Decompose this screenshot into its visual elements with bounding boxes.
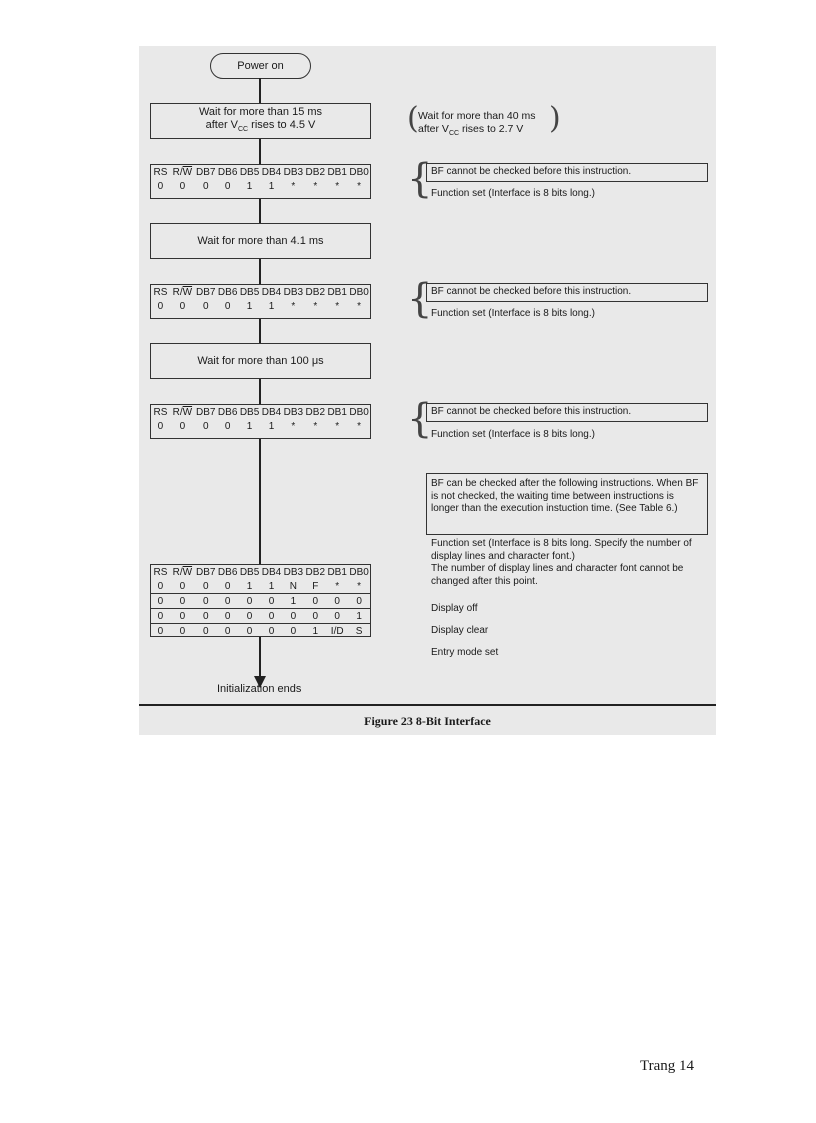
table-cell: 0 — [224, 420, 231, 432]
table-cell: 0 — [224, 580, 231, 592]
table-cell: 1 — [312, 625, 319, 637]
table-cell: * — [335, 300, 340, 312]
function-set-note-3: Function set (Interface is 8 bits long.) — [431, 429, 595, 440]
table-header-row — [151, 565, 370, 579]
table-cell: 0 — [179, 300, 186, 312]
table-cell: * — [357, 420, 362, 432]
table-cell: 0 — [179, 625, 186, 637]
table-cell: 0 — [179, 595, 186, 607]
bf-can-note: BF can be checked after the following instructions. When BF is not checked, the waiting time between instructions is longer than the execution instuction time. (See Table 6.) — [426, 473, 708, 535]
table-cell: S — [355, 625, 363, 637]
table-header-cell: RS — [153, 566, 168, 578]
table-header-cell: $R/\overline{W}$ — [172, 406, 193, 418]
table-cell: 0 — [202, 595, 209, 607]
table-header-cell: RS — [153, 166, 168, 178]
function-set-table-1 — [150, 164, 371, 199]
table-header-cell: DB7 — [196, 166, 216, 178]
power-on-label: Power on — [237, 60, 284, 72]
table-cell: 1 — [268, 180, 275, 192]
table-header-cell: DB5 — [239, 286, 260, 298]
table-cell: 0 — [246, 595, 253, 607]
flowchart-figure — [139, 46, 716, 735]
table-header-cell: DB1 — [327, 166, 347, 178]
table-cell: 0 — [179, 180, 186, 192]
table-cell: 1 — [246, 420, 253, 432]
table-header-cell: DB1 — [327, 566, 347, 578]
table-cell: 0 — [157, 625, 164, 637]
caption-rule — [139, 704, 716, 706]
table-cell: * — [313, 420, 318, 432]
table-header-cell: DB7 — [196, 566, 216, 578]
right-paren: ) — [549, 101, 561, 136]
display-clear-note: Display clear — [431, 625, 489, 636]
table-cell: 0 — [202, 420, 209, 432]
table-cell: 0 — [179, 580, 186, 592]
table-header-cell: $R/\overline{W}$ — [172, 566, 193, 578]
figure-caption: Figure 23 8-Bit Interface — [364, 714, 491, 728]
table-cell: 0 — [224, 610, 231, 622]
table-cell: 0 — [246, 610, 253, 622]
connector-line — [259, 139, 261, 164]
table-cell: 0 — [246, 625, 253, 637]
table-cell: 1 — [246, 300, 253, 312]
table-cell: * — [357, 580, 362, 592]
table-cell: 0 — [224, 180, 231, 192]
table-header-cell: RS — [153, 286, 168, 298]
final-instruction-table — [150, 564, 371, 637]
table-header-cell: DB2 — [305, 166, 325, 178]
table-cell: F — [312, 580, 319, 592]
connector-line — [259, 199, 261, 223]
table-row — [151, 623, 370, 638]
table-cell: N — [289, 580, 297, 592]
table-cell: 0 — [268, 610, 275, 622]
table-cell: 0 — [290, 625, 297, 637]
table-cell: * — [335, 420, 340, 432]
table-header-cell: DB3 — [283, 566, 304, 578]
table-cell: 0 — [268, 625, 275, 637]
table-cell: 0 — [224, 625, 231, 637]
table-row — [151, 179, 370, 193]
connector-line — [259, 259, 261, 284]
alt-wait-text: Wait for more than 40 ms after $V_{CC}$ rises to 2.7 V — [418, 110, 536, 137]
function-set-final-note: Function set (Interface is 8 bits long. Specify the number of display lines and character font.) The number of display lines and character font cannot be changed after this point. — [431, 538, 692, 587]
table-header-cell: DB4 — [261, 566, 282, 578]
table-header-cell: DB2 — [305, 406, 325, 418]
table-header-cell: DB0 — [349, 566, 369, 578]
table-cell: 0 — [202, 625, 209, 637]
table-cell: 1 — [268, 420, 275, 432]
table-header-cell: DB3 — [283, 286, 304, 298]
table-cell: 0 — [157, 595, 164, 607]
brace: { — [407, 156, 433, 202]
bf-cannot-note-1: BF cannot be checked before this instruction. — [426, 163, 708, 182]
display-off-note: Display off — [431, 603, 478, 614]
table-cell: * — [291, 300, 296, 312]
function-set-table-2 — [150, 284, 371, 319]
table-header-cell: DB0 — [349, 406, 369, 418]
table-header-cell: DB6 — [217, 566, 238, 578]
table-cell: * — [335, 580, 340, 592]
function-set-table-3 — [150, 404, 371, 439]
table-header-row — [151, 285, 370, 299]
table-cell: 0 — [157, 300, 164, 312]
table-cell: 0 — [312, 595, 319, 607]
table-cell: 1 — [268, 300, 275, 312]
table-cell: * — [291, 420, 296, 432]
table-cell: 0 — [202, 300, 209, 312]
table-cell: 0 — [157, 610, 164, 622]
table-header-cell: $R/\overline{W}$ — [172, 166, 193, 178]
table-cell: 0 — [202, 580, 209, 592]
table-header-cell: DB5 — [239, 166, 260, 178]
table-cell: 0 — [356, 595, 362, 607]
table-cell: 0 — [157, 420, 164, 432]
table-header-cell: DB0 — [349, 286, 369, 298]
table-header-cell: DB7 — [196, 406, 216, 418]
bf-cannot-note-2: BF cannot be checked before this instruction. — [426, 283, 708, 302]
table-cell: * — [357, 180, 362, 192]
bf-cannot-note-3: BF cannot be checked before this instruction. — [426, 403, 708, 422]
wait-15ms-line1: Wait for more than 15 ms — [198, 105, 323, 118]
table-cell: * — [335, 180, 340, 192]
table-header-cell: DB4 — [261, 286, 282, 298]
connector-line — [259, 319, 261, 343]
table-header-cell: DB0 — [349, 166, 369, 178]
table-header-cell: DB3 — [283, 166, 304, 178]
table-row — [151, 579, 370, 593]
wait-15ms-line2: after $V_{CC}$ rises to 4.5 V — [205, 118, 316, 134]
power-on-terminal — [210, 53, 311, 79]
table-cell: 1 — [246, 580, 253, 592]
connector-line — [259, 379, 261, 404]
table-row — [151, 593, 370, 608]
table-cell: 0 — [202, 610, 209, 622]
table-row — [151, 608, 370, 623]
table-header-row — [151, 165, 370, 179]
table-cell: * — [313, 300, 318, 312]
table-header-cell: DB1 — [327, 286, 347, 298]
table-header-cell: DB4 — [261, 166, 282, 178]
table-cell: * — [313, 180, 318, 192]
table-header-cell: DB6 — [217, 406, 238, 418]
function-set-note-2: Function set (Interface is 8 bits long.) — [431, 308, 595, 319]
initialization-ends-label: Initialization ends — [217, 683, 302, 695]
table-cell: 0 — [268, 595, 275, 607]
table-cell: 0 — [224, 300, 231, 312]
table-header-cell: DB5 — [239, 566, 260, 578]
table-row — [151, 299, 370, 313]
table-header-cell: DB1 — [327, 406, 347, 418]
table-cell: 1 — [290, 595, 297, 607]
table-cell: * — [357, 300, 362, 312]
table-header-cell: DB2 — [305, 566, 325, 578]
table-cell: 1 — [356, 610, 362, 622]
wait-4ms-box: Wait for more than 4.1 ms — [150, 223, 371, 259]
table-cell: 0 — [179, 610, 186, 622]
table-cell: 1 — [246, 180, 253, 192]
table-header-cell: DB2 — [305, 286, 325, 298]
table-header-cell: RS — [153, 406, 168, 418]
table-header-cell: DB6 — [217, 286, 238, 298]
table-header-row — [151, 405, 370, 419]
table-cell: 0 — [334, 595, 340, 607]
table-cell: 0 — [179, 420, 186, 432]
table-cell: 0 — [224, 595, 231, 607]
table-cell: 0 — [202, 180, 209, 192]
brace: { — [407, 276, 433, 322]
table-cell: 0 — [290, 610, 297, 622]
table-cell: I/D — [330, 625, 344, 637]
wait-100us-box: Wait for more than 100 μs — [150, 343, 371, 379]
table-cell: 0 — [157, 580, 164, 592]
table-cell: * — [291, 180, 296, 192]
brace: { — [407, 396, 433, 442]
wait-15ms-box — [150, 103, 371, 139]
connector-line — [259, 637, 261, 679]
left-paren: ( — [407, 101, 419, 136]
table-header-cell: DB7 — [196, 286, 216, 298]
connector-line — [259, 78, 261, 103]
function-set-note-1: Function set (Interface is 8 bits long.) — [431, 188, 595, 199]
table-cell: 0 — [334, 610, 340, 622]
table-header-cell: DB5 — [239, 406, 260, 418]
table-cell: 0 — [312, 610, 319, 622]
entry-mode-note: Entry mode set — [431, 647, 499, 658]
table-header-cell: $R/\overline{W}$ — [172, 286, 193, 298]
table-header-cell: DB3 — [283, 406, 304, 418]
table-cell: 0 — [157, 180, 164, 192]
table-cell: 1 — [268, 580, 275, 592]
connector-line — [259, 439, 261, 564]
table-row — [151, 419, 370, 433]
page-number: Trang 14 — [640, 1058, 695, 1074]
table-header-cell: DB4 — [261, 406, 282, 418]
table-header-cell: DB6 — [217, 166, 238, 178]
